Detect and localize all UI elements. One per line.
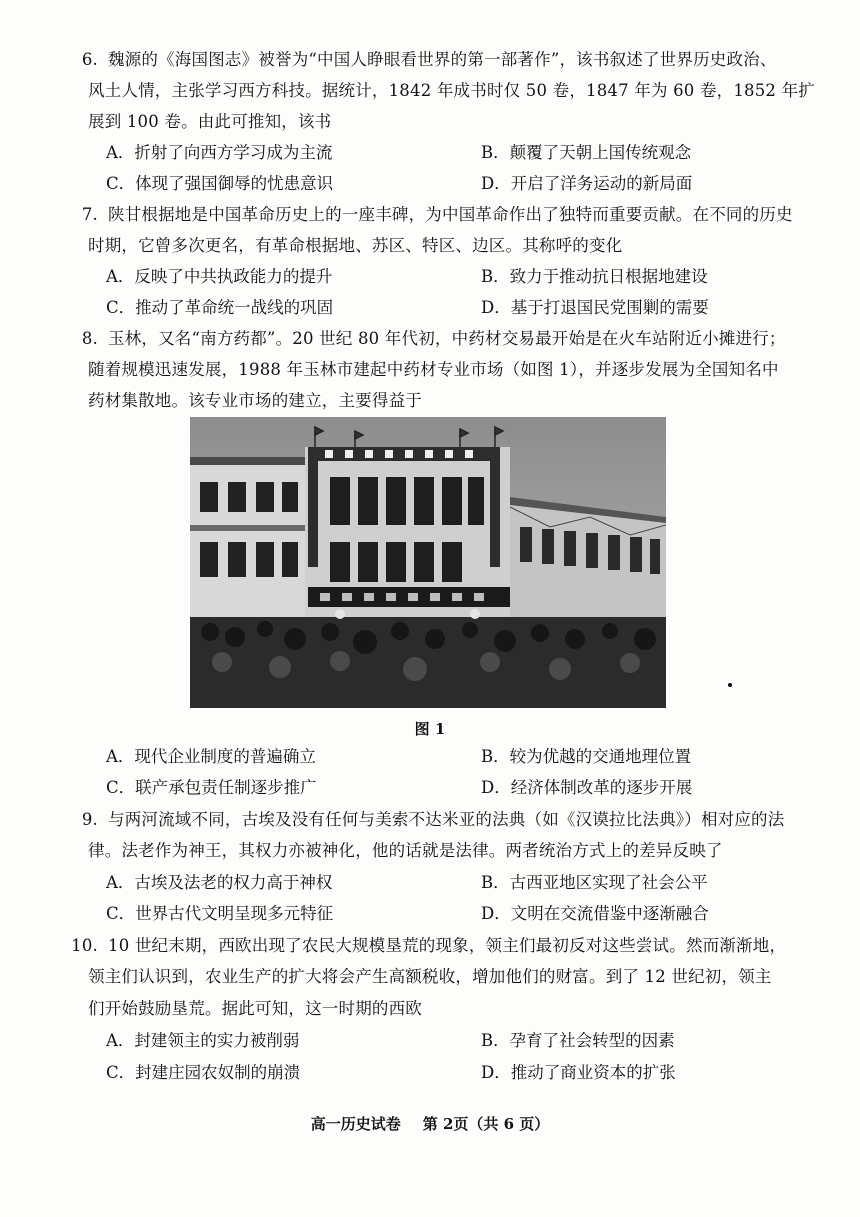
question-10-option-b[interactable]: B．孕育了社会转型的因素 [481, 1031, 675, 1050]
question-7-option-c[interactable]: C．推动了革命统一战线的巩固 [106, 298, 334, 317]
question-6-number: 6. [81, 50, 98, 69]
question-6-line-3: 展到 100 卷。由此可推知，该书 [88, 112, 332, 131]
figure-1-caption: 图 1 [414, 720, 446, 738]
question-10-line-2: 领主们认识到，农业生产的扩大将会产生高额税收，增加他们的财富。到了 12 世纪初，领主 [88, 967, 772, 986]
question-10-option-a[interactable]: A．封建领主的实力被削弱 [106, 1031, 300, 1050]
question-10-line-3: 们开始鼓励垦荒。据此可知，这一时期的西欧 [88, 999, 422, 1018]
question-6-option-d[interactable]: D．开启了洋务运动的新局面 [481, 174, 693, 193]
question-10-option-d[interactable]: D．推动了商业资本的扩张 [481, 1063, 676, 1082]
question-8-option-a[interactable]: A．现代企业制度的普遍确立 [106, 747, 316, 766]
figure-1-market-photo [190, 417, 666, 708]
question-6-option-c[interactable]: C．体现了强国御辱的忧患意识 [106, 174, 334, 193]
question-9-option-a[interactable]: A．古埃及法老的权力高于神权 [106, 873, 333, 892]
question-6-option-a[interactable]: A．折射了向西方学习成为主流 [106, 143, 333, 162]
question-6-line-2: 风土人情，主张学习西方科技。据统计，1842 年成书时仅 50 卷，1847 年为 60 卷，1852 年扩 [88, 81, 815, 100]
question-10-number: 10. [71, 936, 98, 955]
question-6-option-b[interactable]: B．颠覆了天朝上国传统观念 [481, 143, 692, 162]
question-8-option-d[interactable]: D．经济体制改革的逐步开展 [481, 778, 693, 797]
question-9-option-b[interactable]: B．古西亚地区实现了社会公平 [481, 873, 708, 892]
question-9-option-d[interactable]: D．文明在交流借鉴中逐渐融合 [481, 904, 709, 923]
question-9-number: 9. [81, 810, 98, 829]
question-9-option-c[interactable]: C．世界古代文明呈现多元特征 [106, 904, 334, 923]
footer-page-number: 第 2页（共 6 页） [422, 1115, 550, 1133]
question-8-line-1: 玉林，又名“南方药都”。20 世纪 80 年代初，中药材交易最开始是在火车站附近小摊进行； [108, 329, 786, 348]
speck-mark [728, 683, 732, 687]
question-10-line-1: 10 世纪末期，西欧出现了农民大规模垦荒的现象，领主们最初反对这些尝试。然而渐渐地， [108, 936, 787, 955]
page-footer [0, 1113, 860, 1134]
footer-exam-title: 高一历史试卷 [310, 1115, 401, 1133]
question-9-line-2: 律。法老作为神王，其权力亦被神化，他的话就是法律。两者统治方式上的差异反映了 [88, 841, 723, 860]
question-10-option-c[interactable]: C．封建庄园农奴制的崩溃 [106, 1063, 301, 1082]
question-8-option-b[interactable]: B．较为优越的交通地理位置 [481, 747, 692, 766]
question-7-line-2: 时期，它曾多次更名，有革命根据地、苏区、特区、边区。其称呼的变化 [88, 236, 623, 255]
question-8-line-3: 药材集散地。该专业市场的建立，主要得益于 [88, 391, 422, 410]
question-7-number: 7. [81, 205, 98, 224]
question-7-option-d[interactable]: D．基于打退国民党围剿的需要 [481, 298, 709, 317]
question-8-number: 8. [81, 329, 98, 348]
question-9-line-1: 与两河流域不同，古埃及没有任何与美索不达米亚的法典（如《汉谟拉比法典》）相对应的法 [108, 810, 785, 829]
question-7-option-a[interactable]: A．反映了中共执政能力的提升 [106, 267, 333, 286]
question-8-option-c[interactable]: C．联产承包责任制逐步推广 [106, 778, 317, 797]
question-8-line-2: 随着规模迅速发展，1988 年玉林市建起中药材专业市场（如图 1），并逐步发展为全国知名中 [88, 360, 779, 379]
question-7-option-b[interactable]: B．致力于推动抗日根据地建设 [481, 267, 708, 286]
question-6-line-1: 魏源的《海国图志》被誉为“中国人睁眼看世界的第一部著作”，该书叙述了世界历史政治、 [108, 50, 777, 69]
question-7-line-1: 陕甘根据地是中国革命历史上的一座丰碑，为中国革命作出了独特而重要贡献。在不同的历史 [108, 205, 793, 224]
